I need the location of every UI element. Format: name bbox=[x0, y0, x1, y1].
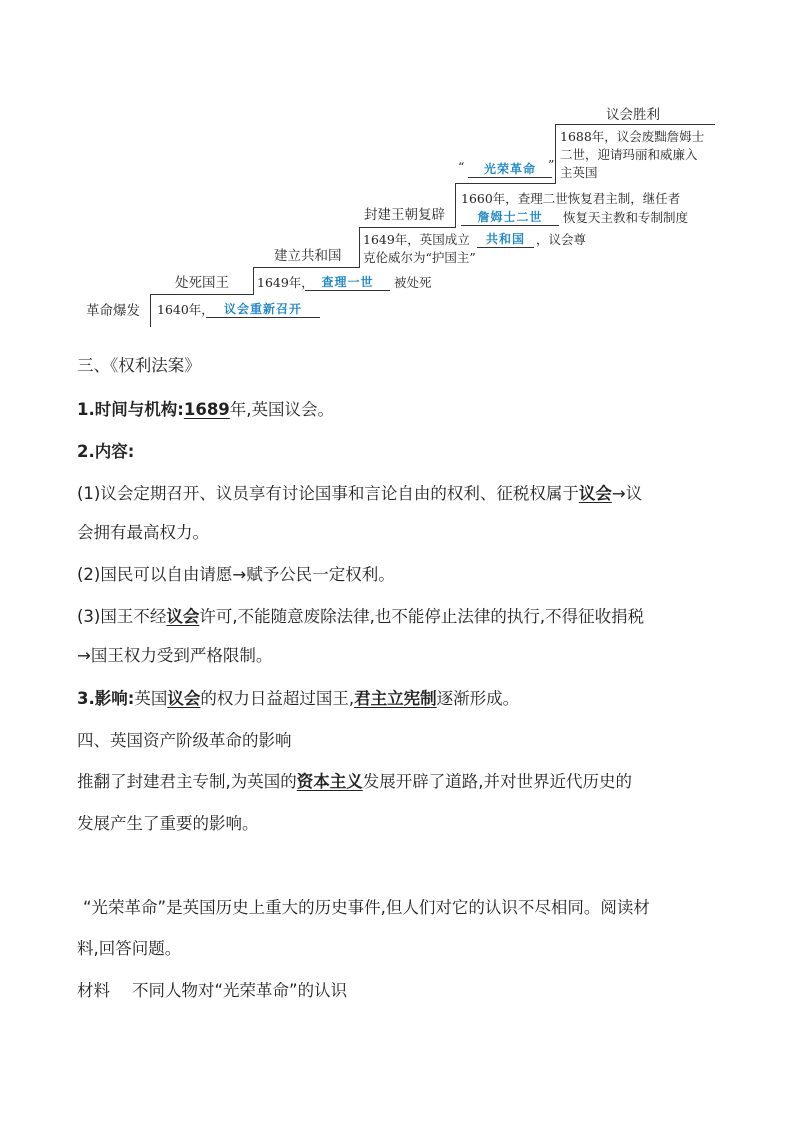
item-time-and-institution bbox=[77, 399, 334, 421]
step-text: 二世，迎请玛丽和威廉入 bbox=[560, 147, 698, 162]
text: 的权力日益超过国王, bbox=[200, 689, 355, 708]
step-text: 被处死 bbox=[394, 275, 432, 290]
text: 英国 bbox=[134, 689, 168, 708]
material-caption bbox=[77, 980, 347, 1002]
step-line bbox=[555, 124, 715, 125]
text: 推翻了封建君主专制,为英国的 bbox=[77, 772, 297, 791]
answer-parliament: 议会 bbox=[578, 484, 612, 503]
answer-blank: 詹姆士二世 bbox=[461, 208, 559, 226]
step-text: 主英国 bbox=[560, 165, 598, 180]
answer-blank: 议会重新召开 bbox=[206, 300, 320, 318]
answer-blank: 光荣革命 bbox=[468, 160, 552, 178]
content-point-2: (2)国民可以自由请愿→赋予公民一定权利。 bbox=[77, 565, 395, 584]
impact-paragraph bbox=[77, 771, 632, 793]
step-line bbox=[359, 227, 360, 268]
step-label: ” bbox=[548, 157, 555, 172]
step-text: 恢复天主教和专制制度 bbox=[563, 210, 689, 225]
item-text: 年,英国议会。 bbox=[229, 400, 335, 419]
answer-blank: 查理一世 bbox=[305, 273, 390, 291]
question-intro-line2: 料,回答问题。 bbox=[77, 939, 182, 958]
step-text: 1640年， bbox=[157, 302, 214, 317]
section-heading: 四、英国资产阶级革命的影响 bbox=[77, 731, 292, 750]
impact-paragraph-line2: 发展产生了重要的影响。 bbox=[77, 814, 259, 833]
step-text: 1649年， bbox=[257, 275, 314, 290]
step-line bbox=[150, 294, 151, 327]
question-intro: “光荣革命”是英国历史上重大的历史事件,但人们对它的认识不尽相同。阅读材 bbox=[83, 898, 650, 917]
answer-parliament: 议会 bbox=[167, 689, 201, 708]
content-point-1 bbox=[77, 483, 642, 505]
step-line bbox=[555, 124, 556, 184]
step-label: 议会胜利 bbox=[606, 107, 660, 123]
text: →议 bbox=[611, 484, 643, 503]
section-heading: 三、《权利法案》 bbox=[77, 356, 201, 375]
step-text: ，议会尊 bbox=[536, 232, 587, 247]
step-text: 克伦威尔为“护国主” bbox=[363, 250, 476, 265]
step-line bbox=[253, 267, 360, 268]
step-label: 革命爆发 bbox=[86, 303, 140, 319]
step-line bbox=[455, 183, 456, 228]
content-point-3 bbox=[77, 606, 644, 628]
item-content-label: 2.内容: bbox=[77, 442, 135, 461]
answer-parliament: 议会 bbox=[166, 607, 200, 626]
step-line bbox=[150, 294, 254, 295]
step-label: 建立共和国 bbox=[274, 248, 342, 264]
text: 逐渐形成。 bbox=[436, 689, 520, 708]
text: (1)议会定期召开、议员享有讨论国事和言论自由的权利、征税权属于 bbox=[77, 484, 579, 503]
colon: : bbox=[177, 400, 184, 419]
step-line bbox=[359, 227, 456, 228]
material-label: 材料 bbox=[77, 981, 110, 1000]
answer-capitalism: 资本主义 bbox=[296, 772, 363, 791]
step-label: 处死国王 bbox=[175, 275, 229, 291]
content-point-1-line2: 会拥有最高权力。 bbox=[77, 523, 209, 542]
answer-blank: 共和国 bbox=[477, 230, 534, 248]
answer-constitutional-monarchy: 君主立宪制 bbox=[354, 689, 437, 708]
item-impact bbox=[77, 688, 519, 710]
step-line bbox=[253, 267, 254, 295]
item-label: 3.影响: bbox=[77, 689, 135, 708]
material-title: 不同人物对“光荣革命”的认识 bbox=[132, 981, 348, 1000]
step-line bbox=[455, 183, 556, 184]
text: 发展开辟了道路,并对世界近代历史的 bbox=[362, 772, 632, 791]
content-point-3-line2: →国王权力受到严格限制。 bbox=[77, 646, 273, 665]
answer-year: 1689 bbox=[183, 400, 230, 419]
step-label: “ bbox=[458, 159, 465, 174]
step-text: 1660年，查理二世恢复君主制，继任者 bbox=[461, 191, 681, 206]
item-label: 1.时间与机构 bbox=[77, 400, 178, 419]
text: (3)国王不经 bbox=[77, 607, 167, 626]
text: 许可,不能随意废除法律,也不能停止法律的执行,不得征收捐税 bbox=[199, 607, 645, 626]
step-text: 1688年，议会废黜詹姆士 bbox=[560, 129, 705, 144]
step-text: 1649年，英国成立 bbox=[363, 232, 470, 247]
step-label: 封建王朝复辟 bbox=[364, 207, 445, 223]
